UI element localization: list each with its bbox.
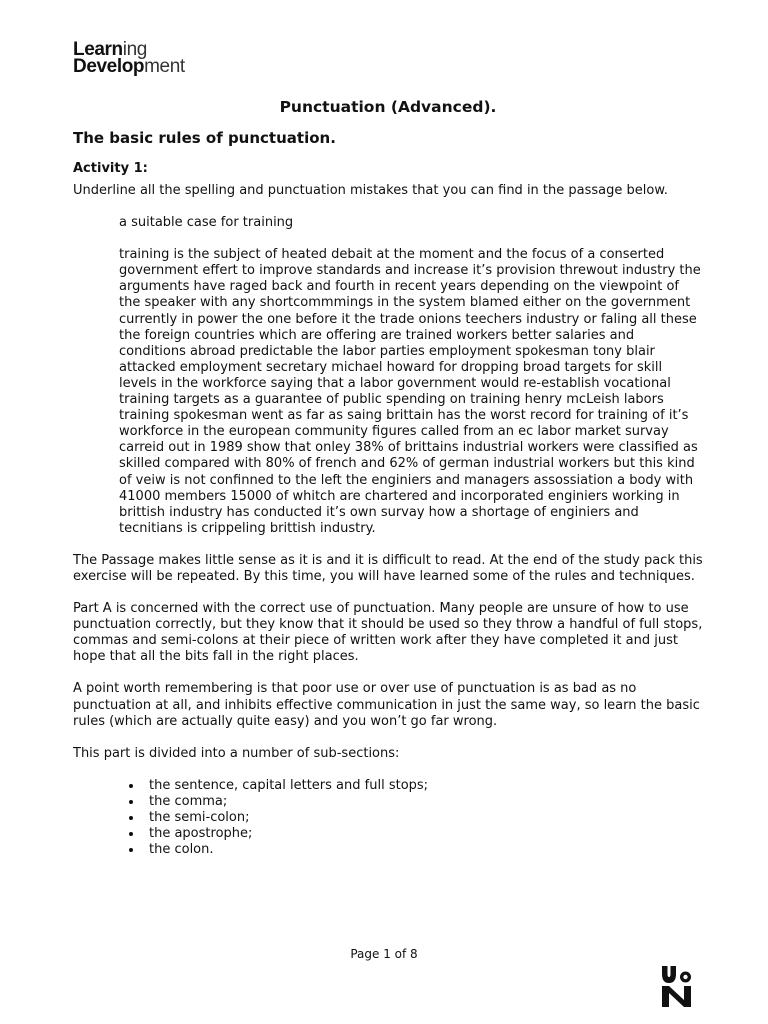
logo-line2-dark: Develop [73,56,145,77]
uon-logo-icon [660,964,693,1008]
document-body [73,93,703,858]
page-number: Page 1 of 8 [350,947,418,961]
learning-development-logo [73,41,185,75]
subsection-list [73,778,703,858]
logo-line1-dark: Learn [73,39,123,60]
page-subtitle: The basic rules of punctuation. [73,129,336,147]
paragraph-3: A point worth remembering is that poor use or over use of punctuation is as bad as no punctuation at all, and inhibits effective communication in just the same way, so learn the basic rules (which are actually quite easy) and you won’t go far wrong. [73,681,700,729]
list-item: • the colon. [143,842,703,858]
list-item: • the sentence, capital letters and full stops; [143,778,703,794]
logo-line2-light: ment [144,56,185,77]
paragraph-1: The Passage makes little sense as it is and it is difficult to read. At the end of the study pack this exercise will be repeated. By this time, you will have learned some of the rules and techniques. [73,552,703,584]
page-title: Punctuation (Advanced). [279,98,497,116]
instruction-paragraph: Underline all the spelling and punctuation mistakes that you can find in the passage below. [73,183,668,198]
exercise-passage: training is the subject of heated debait at the moment and the focus of a conserted government effert to improve standards and increase it’s provision threwout industry the arguments have raged back and fourth in recent years depending on the viewpoint of the speaker with any shortcommmings in the system blamed either on the government currently in power the one before it the trade onions teechers industry or faling all these the foreign countries which are offering are trained workers better salaries and conditions abroad predictable the labor parties employment spokesman tony blair attacked employment secretary michael howard for dropping broad targets for skill levels in the workforce saying that a labor government would re-establish vocational training targets as a guarantee of public spending on training henry mcLeish labors training spokesman went as far as saing brittain has the worst record for training of it’s workforce in the european community figures called from an ec labor market survay carreid out in 1989 show that onley 38% of brittains industrial workers were classified as skilled compared with 80% of french and 62% of german industrial workers but this kind of veiw is not confinned to the left the enginiers and managers assossiation a body with 41000 members 15000 of whitch are chartered and incorporated enginiers working in brittish industry has conducted it’s own survay how a shortage of enginiers and tecnitians is crippeling brittish industry. [119,247,701,536]
list-item: • the semi-colon; [143,810,703,826]
paragraph-2: Part A is concerned with the correct use of punctuation. Many people are unsure of how to use punctuation correctly, but they know that it should be used so they throw a handful of full stops, commas and semi-colons at their piece of written work after they have completed it and just hope that all the bits fall in the right places. [73,601,703,665]
paragraph-4: This part is divided into a number of sub-sections: [73,745,400,761]
list-item: • the comma; [143,794,703,810]
case-title: a suitable case for training [119,215,294,231]
activity-heading: Activity 1: [73,161,148,176]
logo-line1-light: ing [122,39,147,60]
list-item: • the apostrophe; [143,826,703,842]
